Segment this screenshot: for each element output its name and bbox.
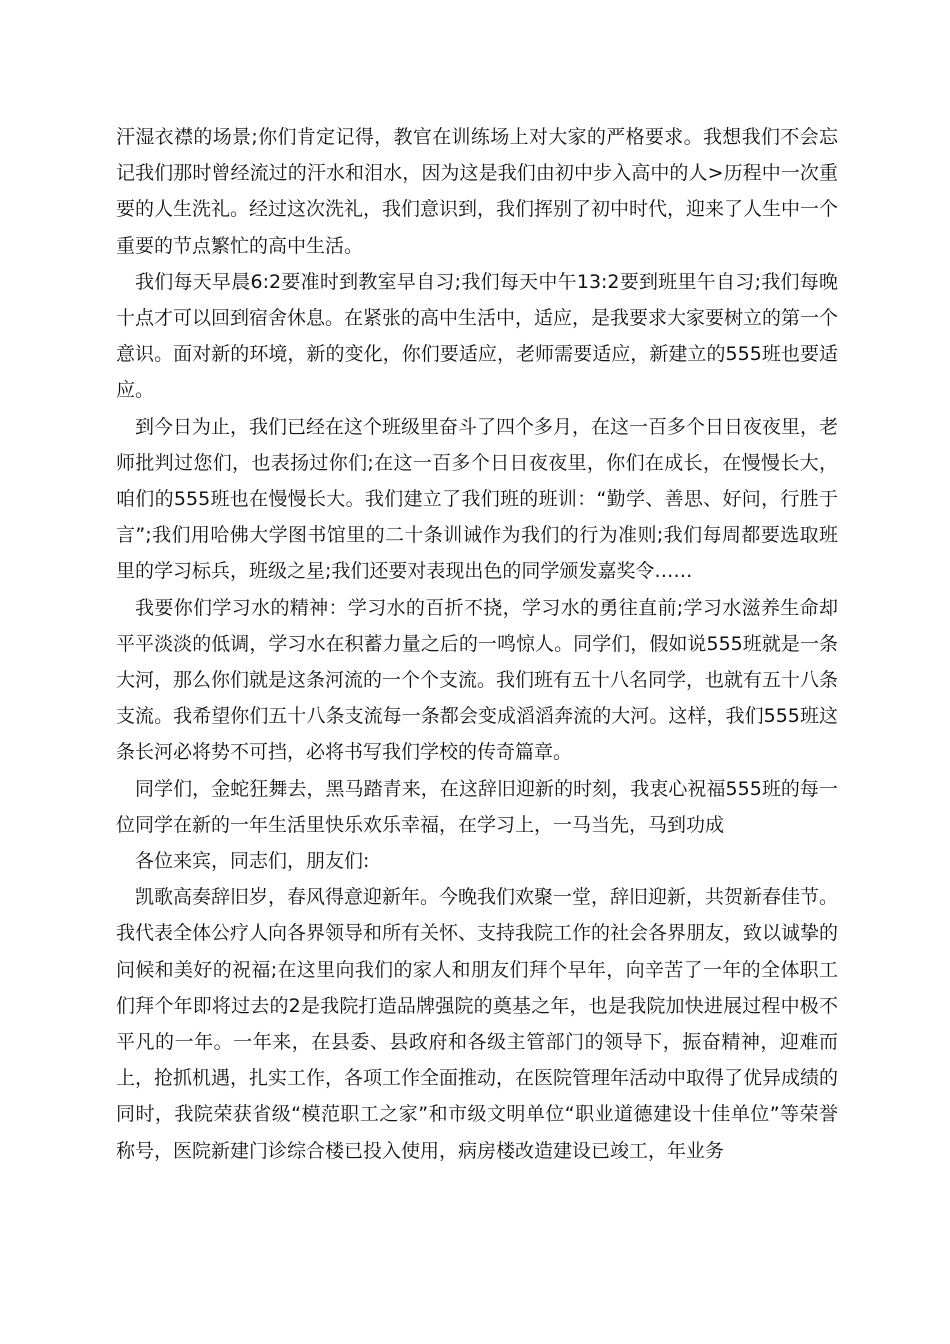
paragraph-2: 我们每天早晨6:2要准时到教室早自习;我们每天中午13:2要到班里午自习;我们每晚十点才可以回到宿舍休息。在紧张的高中生活中，适应，是我要求大家要树立的第一个意识。面对新的环境，新的变化，你们要适应，老师需要适应，新建立的555班也要适应。: [116, 270, 839, 402]
paragraph-1: 汗湿衣襟的场景;你们肯定记得，教官在训练场上对大家的严格要求。我想我们不会忘记我们那时曾经流过的汗水和泪水，因为这是我们由初中步入高中的人>历程中一次重要的人生洗礼。经过这次洗礼，我们意识到，我们挥别了初中时代，迎来了人生中一个重要的节点繁忙的高中生活。: [116, 126, 839, 257]
greeting-line: 各位来宾，同志们，朋友们:: [135, 850, 370, 873]
document-body: [116, 119, 838, 1169]
paragraph-4: 我要你们学习水的精神：学习水的百折不挠，学习水的勇往直前;学习水滋养生命却平平淡淡的低调，学习水在积蓄力量之后的一鸣惊人。同学们，假如说555班就是一条大河，那么你们就是这条河流的一个个支流。我们班有五十八名同学，也就有五十八条支流。我希望你们五十八条支流每一条都会变成滔滔奔流的大河。这样，我们555班这条长河必将势不可挡，必将书写我们学校的传奇篇章。: [116, 596, 839, 764]
paragraph-7: 凯歌高奏辞旧岁，春风得意迎新年。今晚我们欢聚一堂，辞旧迎新，共贺新春佳节。我代表全体公疗人向各界领导和所有关怀、支持我院工作的社会各界朋友，致以诚挚的问候和美好的祝福;在这里向我们的家人和朋友们拜个早年，向辛苦了一年的全体职工们拜个年即将过去的2是我院打造品牌强院的奠基之年，也是我院加快进展过程中极不平凡的一年。一年来，在县委、县政府和各级主管部门的领导下，振奋精神，迎难而上，抢抓机遇，扎实工作，各项工作全面推动，在医院管理年活动中取得了优异成绩的同时，我院荣获省级“模范职工之家”和市级文明单位“职业道德建设十佳单位”等荣誉称号，医院新建门诊综合楼已投入使用，病房楼改造建设已竣工，年业务: [116, 886, 839, 1162]
paragraph-5: 同学们，金蛇狂舞去，黑马踏青来，在这辞旧迎新的时刻，我衷心祝福555班的每一位同学在新的一年生活里快乐欢乐幸福，在学习上，一马当先，马到功成: [116, 777, 838, 836]
paragraph-3: 到今日为止，我们已经在这个班级里奋斗了四个多月，在这一百多个日日夜夜里，老师批判过您们，也表扬过你们;在这一百多个日日夜夜里，你们在成长，在慢慢长大，咱们的555班也在慢慢长大。我们建立了我们班的班训：“勤学、善思、好问，行胜于言”;我们用哈佛大学图书馆里的二十条训诫作为我们的行为准则;我们每周都要选取班里的学习标兵，班级之星;我们还要对表现出色的同学颁发嘉奖令……: [116, 415, 839, 583]
